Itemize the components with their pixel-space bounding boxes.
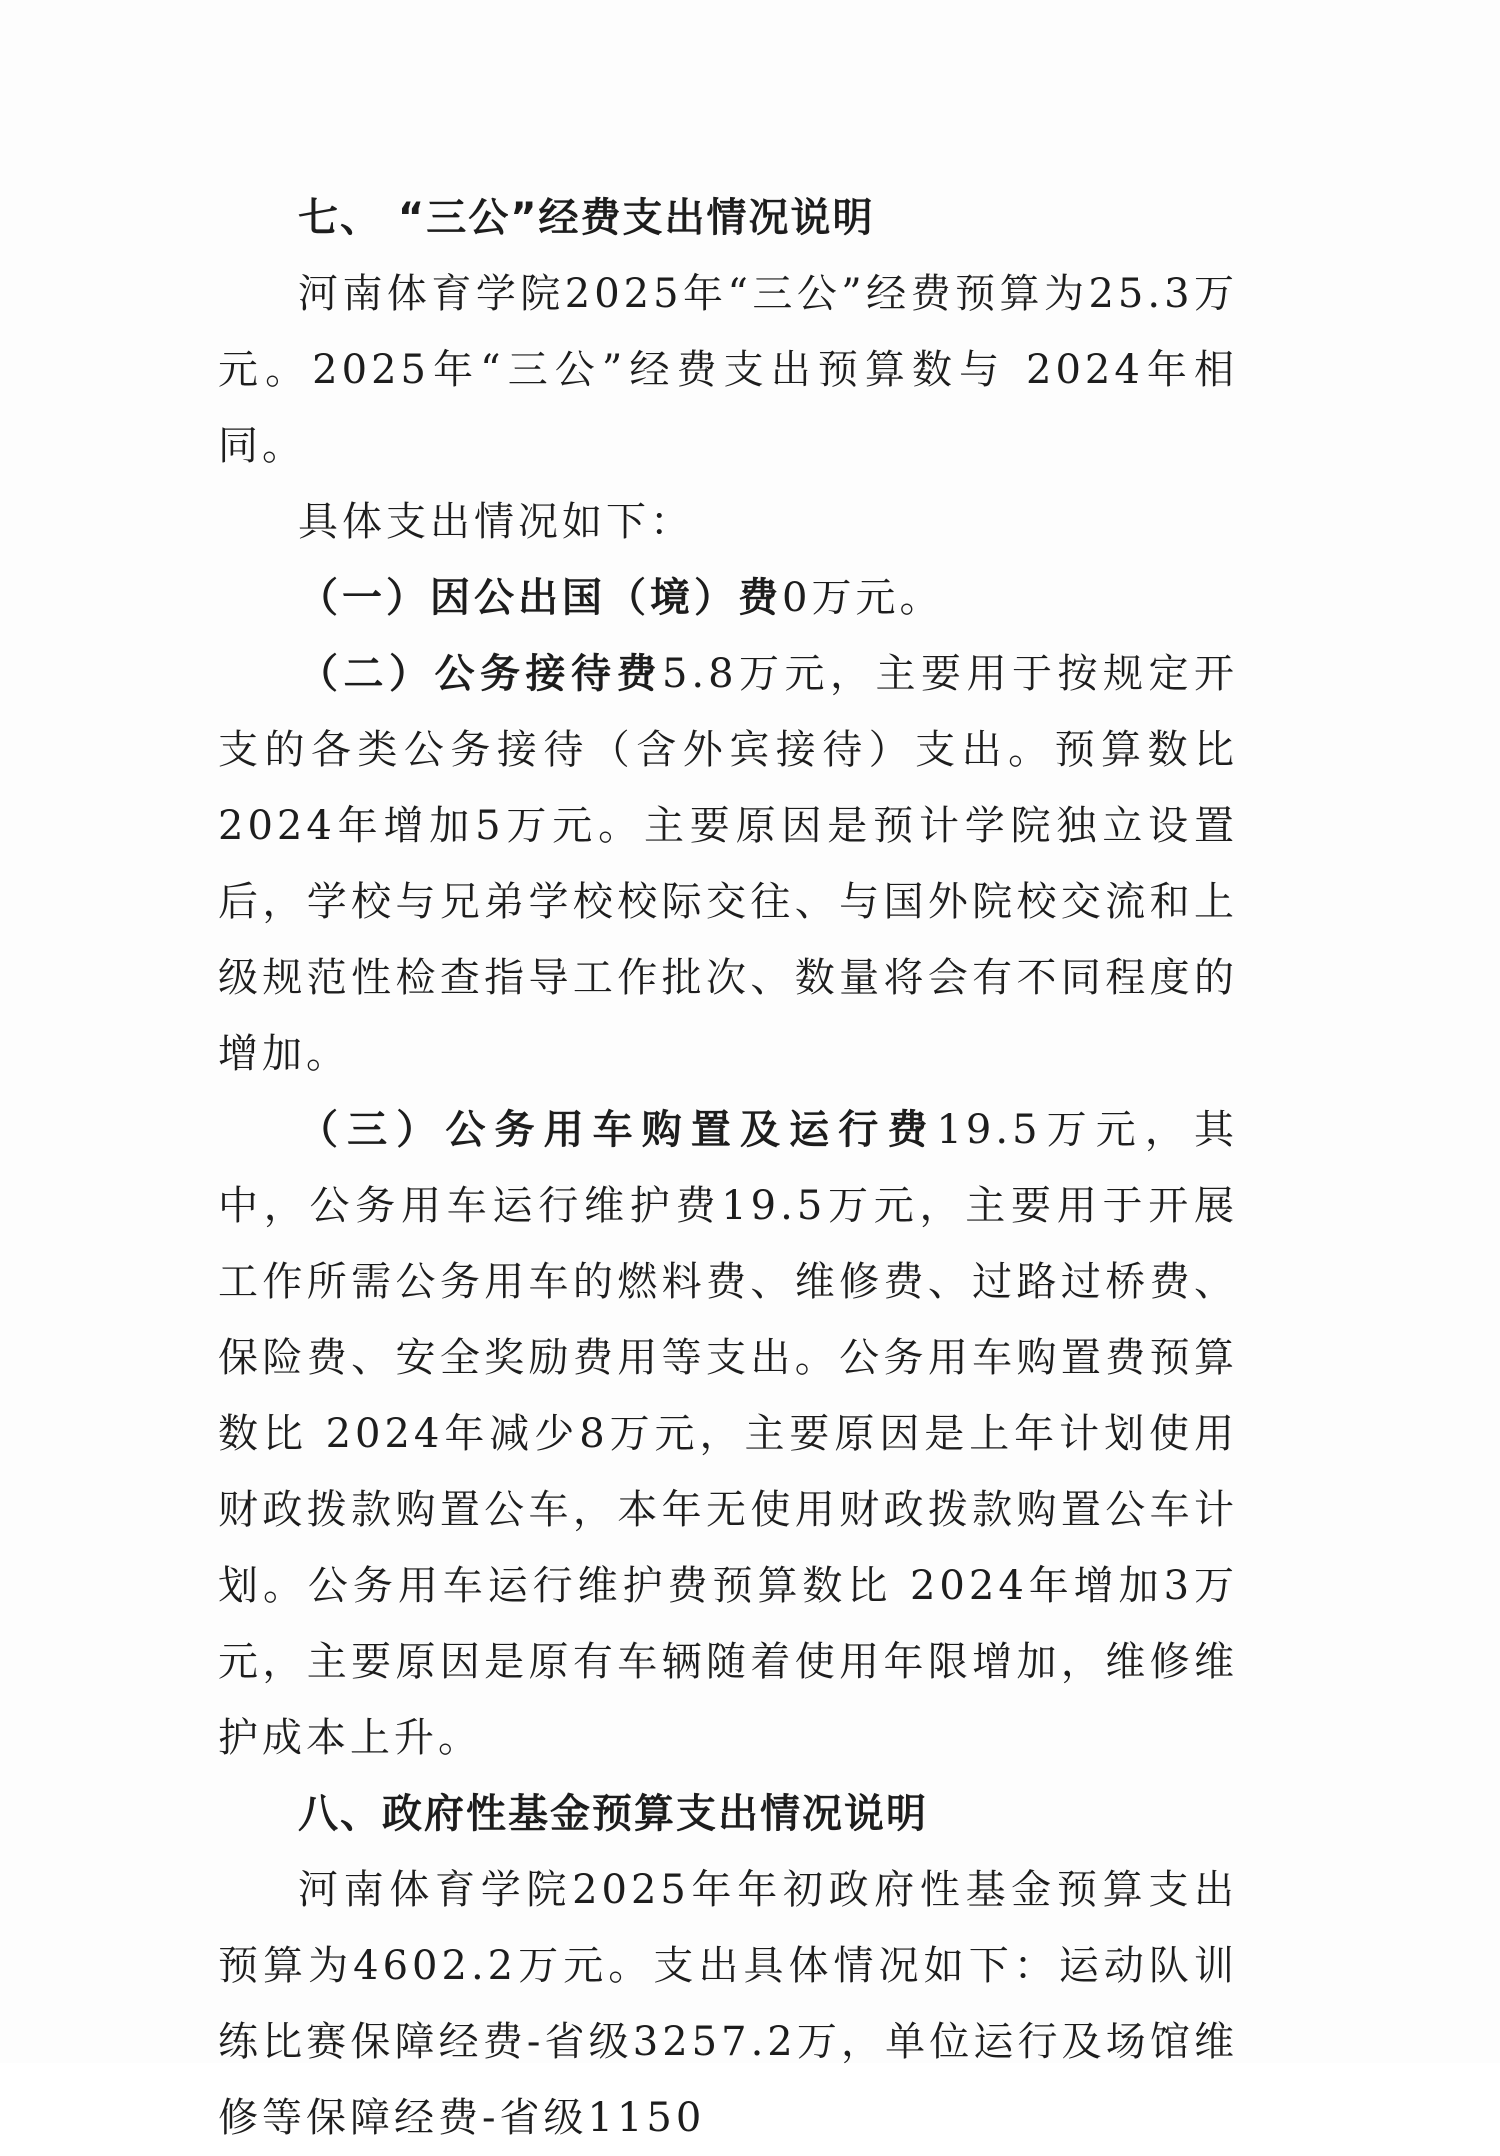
- item-1-body: 0万元。: [782, 575, 944, 621]
- section-7-details-lead: 具体支出情况如下：: [298, 499, 694, 545]
- section-8-body: 河南体育学院2025年年初政府性基金预算支出预算为4602.2万元。支出具体情况如下：运动队训练比赛保障经费-省级3257.2万，单位运行及场馆维修等保障经费-省级1150: [218, 1867, 1238, 2141]
- document-body: [218, 180, 1238, 2156]
- section-7-intro: 河南体育学院2025年“三公”经费预算为25.3万元。2025年“三公”经费支出预算数与 2024年相同。: [218, 271, 1238, 469]
- item-2-body: 5.8万元，主要用于按规定开支的各类公务接待（含外宾接待）支出。预算数比 2024年增加5万元。主要原因是预计学院独立设置后，学校与兄弟学校校际交往、与国外院校交流和上级规范性检查指导工作批次、数量将会有不同程度的增加。: [218, 651, 1238, 1077]
- section-7-item-3: [218, 1092, 1238, 1776]
- section-7-item-1: [218, 560, 1238, 636]
- section-8-heading: 八、政府性基金预算支出情况说明: [298, 1791, 928, 1837]
- item-1-title: （一）因公出国（境）费: [298, 575, 782, 621]
- section-7-heading: 七、 “三公”经费支出情况说明: [298, 195, 875, 241]
- section-7-item-2: [218, 636, 1238, 1092]
- item-3-body: 19.5万元，其中，公务用车运行维护费19.5万元，主要用于开展工作所需公务用车的燃料费、维修费、过路过桥费、保险费、安全奖励费用等支出。公务用车购置费预算数比 2024年减少8万元，主要原因是上年计划使用财政拨款购置公车，本年无使用财政拨款购置公车计划。公务用车运行维护费预算数比 2024年增加3万元，主要原因是原有车辆随着使用年限增加，维修维护成本上升。: [218, 1107, 1239, 1761]
- item-2-title: （二）公务接待费: [298, 651, 662, 697]
- item-3-title: （三）公务用车购置及运行费: [298, 1107, 937, 1153]
